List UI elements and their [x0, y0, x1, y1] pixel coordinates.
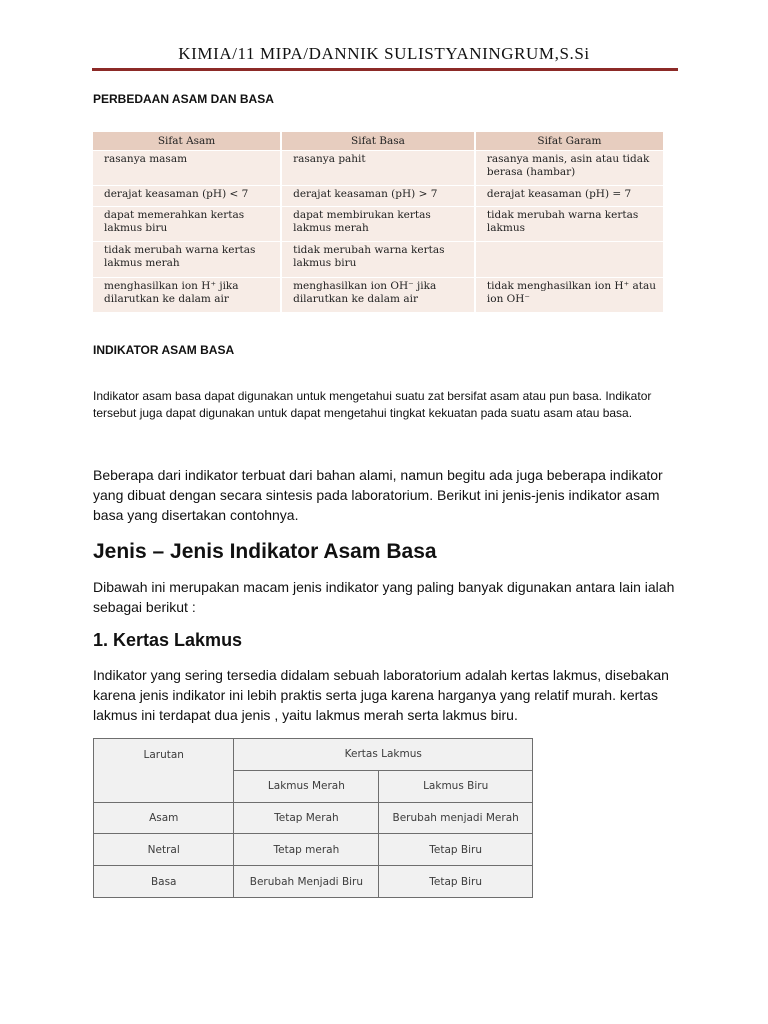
header-divider: [92, 68, 678, 71]
table-cell: tidak merubah warna kertas lakmus biru: [281, 242, 475, 277]
acid-base-comparison-table: [93, 132, 663, 312]
table-cell: rasanya masam: [93, 151, 281, 186]
litmus-paper-table: [93, 738, 533, 898]
table-cell: menghasilkan ion OH⁻ jika dilarutkan ke dalam air: [281, 277, 475, 312]
table-cell: derajat keasaman (pH) = 7: [475, 186, 663, 207]
table-cell: Berubah menjadi Merah: [379, 802, 533, 834]
table-cell: derajat keasaman (pH) > 7: [281, 186, 475, 207]
page-header-title: KIMIA/11 MIPA/DANNIK SULISTYANINGRUM,S.Si: [178, 44, 590, 63]
table-cell: Tetap merah: [234, 834, 379, 866]
table-row: [93, 186, 663, 207]
table-cell: Basa: [94, 866, 234, 898]
heading-indikator: INDIKATOR ASAM BASA: [93, 343, 235, 357]
table-row: [93, 151, 663, 186]
table-cell: dapat membirukan kertas lakmus merah: [281, 206, 475, 241]
table-cell: tidak merubah warna kertas lakmus: [475, 206, 663, 241]
paragraph-indikator-source: Beberapa dari indikator terbuat dari bahan alami, namun begitu ada juga beberapa indikator yang dibuat dengan secara sintesis pada laboratorium. Berikut ini jenis-jenis indikator asam basa yang disertakan contohnya.: [93, 467, 663, 523]
table-cell: Netral: [94, 834, 234, 866]
heading-kertas-lakmus: 1. Kertas Lakmus: [93, 630, 243, 650]
table-cell: Tetap Merah: [234, 802, 379, 834]
table-cell: tidak merubah warna kertas lakmus merah: [93, 242, 281, 277]
table-row: [94, 739, 533, 771]
paragraph-indikator-intro: Indikator asam basa dapat digunakan untuk mengetahui suatu zat bersifat asam atau pun basa. Indikator tersebut juga dapat digunakan untuk dapat mengetahui tingkat kekuatan pada suatu asam atau basa.: [93, 389, 652, 420]
table-cell: dapat memerahkan kertas lakmus biru: [93, 206, 281, 241]
table-row: [94, 834, 533, 866]
table-cell: tidak menghasilkan ion H⁺ atau ion OH⁻: [475, 277, 663, 312]
column-header: Sifat Basa: [281, 132, 475, 151]
table-row: [93, 242, 663, 277]
table-cell: Asam: [94, 802, 234, 834]
table-cell: rasanya manis, asin atau tidak berasa (hambar): [475, 151, 663, 186]
heading-perbedaan: PERBEDAAN ASAM DAN BASA: [93, 92, 274, 106]
column-header: Lakmus Biru: [379, 770, 533, 802]
table-cell: derajat keasaman (pH) < 7: [93, 186, 281, 207]
column-header: Larutan: [94, 739, 234, 803]
column-header: Sifat Garam: [475, 132, 663, 151]
table-cell: menghasilkan ion H⁺ jika dilarutkan ke dalam air: [93, 277, 281, 312]
table-cell: rasanya pahit: [281, 151, 475, 186]
heading-jenis-indikator: Jenis – Jenis Indikator Asam Basa: [93, 540, 437, 563]
column-group-header: Kertas Lakmus: [234, 739, 533, 771]
table-row: [94, 866, 533, 898]
column-header: Lakmus Merah: [234, 770, 379, 802]
table-row: [94, 802, 533, 834]
table-cell: Tetap Biru: [379, 866, 533, 898]
column-header: Sifat Asam: [93, 132, 281, 151]
table-cell: Berubah Menjadi Biru: [234, 866, 379, 898]
table-cell: Tetap Biru: [379, 834, 533, 866]
paragraph-kertas-lakmus: Indikator yang sering tersedia didalam sebuah laboratorium adalah kertas lakmus, disebakan karena jenis indikator ini lebih praktis serta juga karena harganya yang relatif murah. kertas lakmus ini terdapat dua jenis , yaitu lakmus merah serta lakmus biru.: [93, 667, 669, 723]
table-row: [93, 277, 663, 312]
table-row: [93, 206, 663, 241]
paragraph-jenis-intro: Dibawah ini merupakan macam jenis indikator yang paling banyak digunakan antara lain ialah sebagai berikut :: [93, 579, 675, 615]
table-cell: [475, 242, 663, 277]
